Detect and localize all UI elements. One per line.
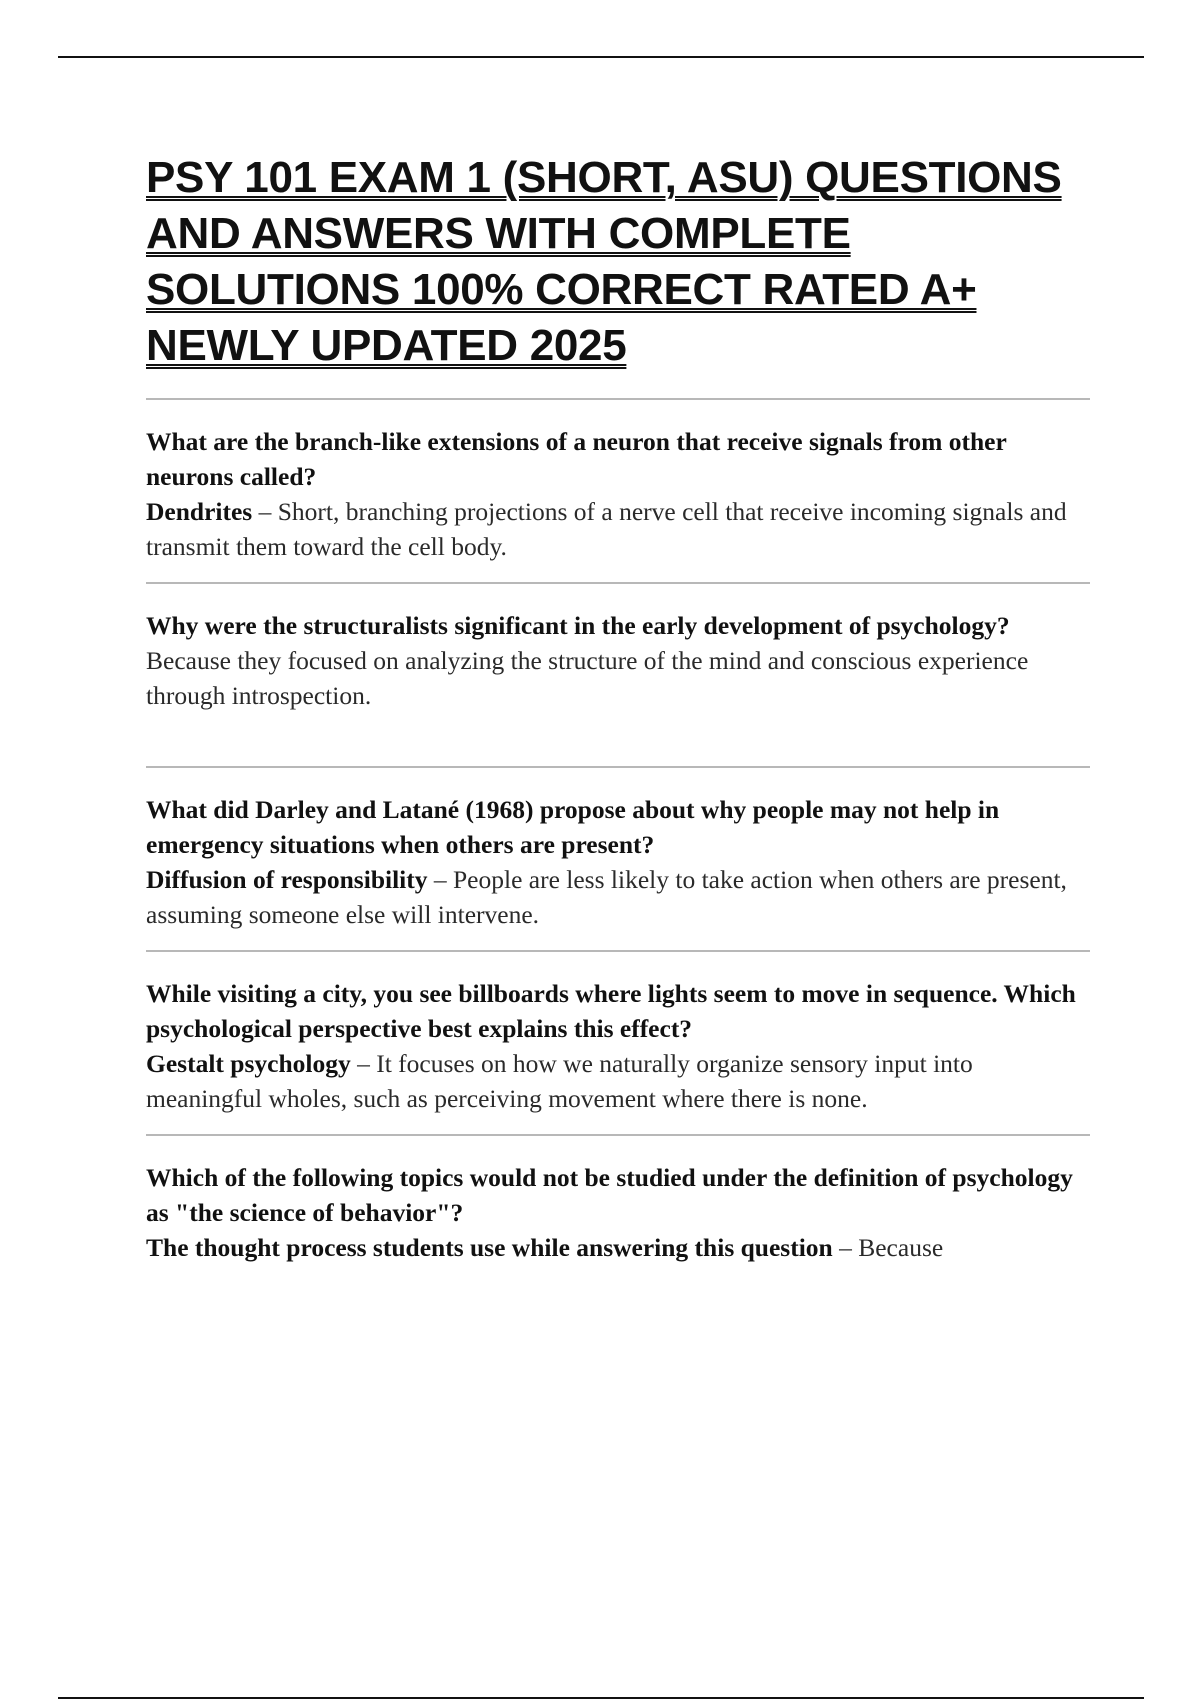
answer-explanation: – People are less likely to take action when others are present, assuming someone else will intervene. (146, 865, 1067, 929)
answer-term: Diffusion of responsibility (146, 865, 428, 894)
qa-item (146, 1136, 1090, 1318)
qa-item (146, 952, 1090, 1134)
document-title: PSY 101 EXAM 1 (SHORT, ASU) QUESTIONS AND ANSWERS WITH COMPLETE SOLUTIONS 100% CORRECT RATED A+ NEWLY UPDATED 2025 (146, 153, 1062, 370)
answer-term: Dendrites (146, 497, 253, 526)
answer-explanation: Because they focused on analyzing the structure of the mind and conscious experience through introspection. (146, 646, 1029, 710)
qa-item (146, 768, 1090, 950)
document-body (146, 150, 1090, 1318)
answer-text (146, 862, 1090, 932)
answer-explanation: – Because (832, 1233, 944, 1262)
answer-explanation: – Short, branching projections of a nerve cell that receive incoming signals and transmit them toward the cell body. (146, 497, 1067, 561)
answer-text (146, 643, 1090, 713)
answer-explanation: – It focuses on how we naturally organize sensory input into meaningful wholes, such as perceiving movement where there is none. (146, 1049, 973, 1113)
question-text: What did Darley and Latané (1968) propose about why people may not help in emergency situations when others are present? (146, 795, 1000, 859)
page-bottom-rule (58, 1697, 1144, 1699)
answer-term: Gestalt psychology (146, 1049, 351, 1078)
question-text: What are the branch-like extensions of a neuron that receive signals from other neurons called? (146, 427, 1007, 491)
question-text: Why were the structuralists significant in the early development of psychology? (146, 611, 1010, 640)
answer-text (146, 494, 1090, 564)
answer-text (146, 1046, 1090, 1116)
qa-item (146, 584, 1090, 766)
answer-text (146, 1230, 1090, 1265)
question-text: While visiting a city, you see billboards where lights seem to move in sequence. Which psychological perspective best explains this effect? (146, 979, 1076, 1043)
answer-term: The thought process students use while answering this question (146, 1233, 833, 1262)
question-text: Which of the following topics would not be studied under the definition of psychology as "the science of behavior"? (146, 1163, 1073, 1227)
page-top-rule (58, 56, 1144, 58)
qa-item (146, 400, 1090, 582)
